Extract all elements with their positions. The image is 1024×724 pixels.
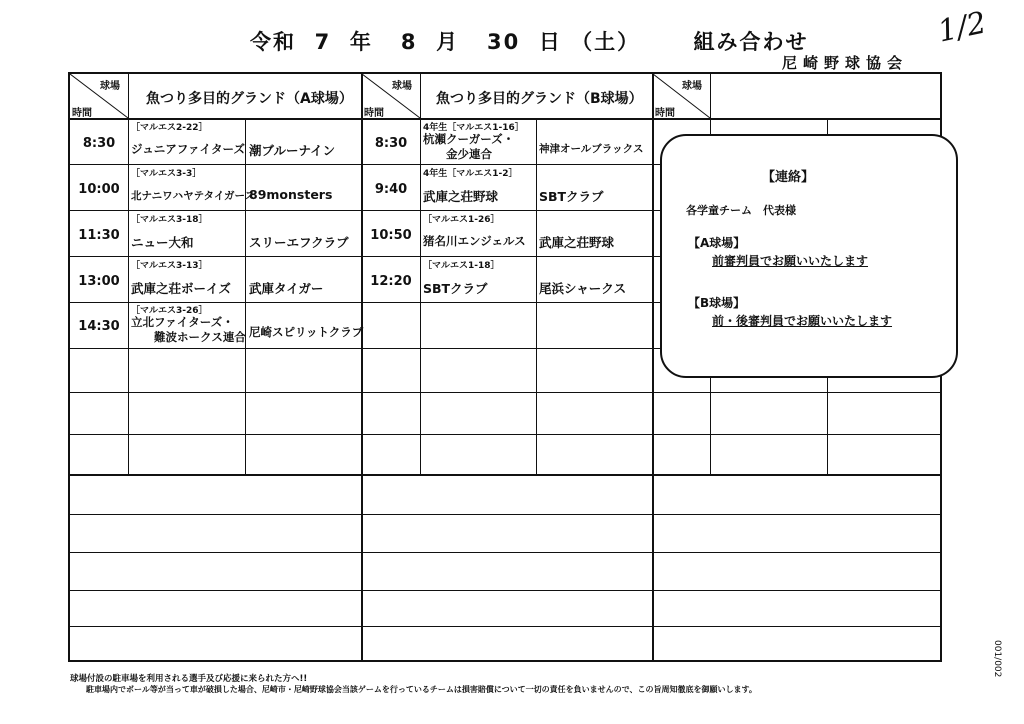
month-unit: 月 bbox=[436, 30, 460, 54]
document-title: 組み合わせ bbox=[693, 30, 809, 54]
game-division: ［マルエス3-13］ bbox=[131, 261, 208, 271]
game-division: ［マルエス1-26］ bbox=[423, 215, 500, 225]
game-time: 8:30 bbox=[82, 136, 116, 151]
away-team: 潮ブルーナイン bbox=[249, 143, 336, 158]
corner-field-label: 球場 bbox=[682, 81, 702, 92]
day: 30 bbox=[487, 30, 521, 54]
divider bbox=[420, 74, 421, 474]
game-division: 4年生［マルエス1-16］ bbox=[423, 123, 524, 133]
notice-heading: 【連絡】 bbox=[762, 170, 815, 185]
home-team: 武庫之荘ボーイズ bbox=[131, 281, 231, 296]
page-mark: 1/2 bbox=[934, 5, 990, 50]
corner-time-label: 時間 bbox=[655, 108, 675, 119]
footer-line-2: 駐車場内でボール等が当って車が破損した場合、尼崎市・尼崎野球協会当該ゲームを行っているチームは損害賠償について一切の責任を負いませんので、この旨周知徹底を御願いします。 bbox=[86, 685, 757, 694]
notice-box bbox=[660, 134, 958, 378]
away-team: 武庫之荘野球 bbox=[539, 235, 615, 250]
day-unit: 日 bbox=[538, 30, 562, 54]
home-team: ジュニアファイターズ bbox=[131, 142, 245, 156]
footer-line-1: 球場付設の駐車場を利用される選手及び応援に来られた方へ!! bbox=[70, 674, 308, 684]
away-team: 尼崎スピリットクラブ bbox=[249, 325, 364, 339]
era: 令和 bbox=[250, 30, 296, 54]
game-division: 4年生［マルエス1-2］ bbox=[423, 169, 518, 179]
game-division: ［マルエス2-22］ bbox=[131, 123, 208, 133]
home-team: SBTクラブ bbox=[423, 281, 488, 296]
away-team: 武庫タイガー bbox=[249, 281, 324, 296]
game-division: ［マルエス3-3］ bbox=[131, 169, 202, 179]
divider bbox=[70, 514, 942, 515]
corner-field-label: 球場 bbox=[392, 81, 412, 92]
year-unit: 年 bbox=[349, 30, 373, 54]
divider bbox=[536, 118, 537, 474]
home-team: 北ナニワハヤテタイガース bbox=[131, 190, 256, 202]
home-team-line2: 難波ホークス連合 bbox=[154, 330, 246, 344]
game-time: 11:30 bbox=[78, 228, 120, 243]
home-team: 猪名川エンジェルス bbox=[423, 234, 526, 248]
corner-field-label: 球場 bbox=[100, 81, 120, 92]
divider bbox=[128, 74, 129, 474]
game-division: ［マルエス3-18］ bbox=[131, 215, 208, 225]
divider bbox=[361, 74, 363, 662]
divider bbox=[652, 74, 654, 662]
away-team: スリーエフクラブ bbox=[249, 235, 349, 250]
game-time: 10:50 bbox=[370, 228, 412, 243]
divider bbox=[70, 474, 942, 476]
away-team: 尾浜シャークス bbox=[539, 281, 627, 296]
home-team: ニュー大和 bbox=[131, 235, 194, 250]
notice-field-a-label: 【A球場】 bbox=[688, 236, 746, 250]
home-team: 武庫之荘野球 bbox=[423, 189, 499, 204]
page-title bbox=[250, 26, 808, 56]
year: 7 bbox=[314, 30, 332, 54]
game-time: 9:40 bbox=[374, 182, 408, 197]
divider bbox=[70, 626, 942, 627]
divider bbox=[70, 590, 942, 591]
notice-greeting: 各学童チーム 代表様 bbox=[686, 204, 796, 217]
side-document-id: 001/002 bbox=[992, 640, 1002, 678]
month: 8 bbox=[400, 30, 418, 54]
home-team-line1: 立北ファイターズ・ bbox=[131, 315, 234, 329]
game-time: 13:00 bbox=[78, 274, 120, 289]
notice-field-b-label: 【B球場】 bbox=[688, 296, 746, 310]
corner-time-label: 時間 bbox=[72, 108, 92, 119]
game-division: ［マルエス3-26］ bbox=[131, 306, 208, 316]
game-division: ［マルエス1-18］ bbox=[423, 261, 500, 271]
away-team: 神津オールブラックス bbox=[539, 143, 644, 155]
corner-time-label: 時間 bbox=[364, 108, 384, 119]
away-team: SBTクラブ bbox=[539, 189, 604, 204]
game-time: 14:30 bbox=[78, 319, 120, 334]
field-a-name: 魚つり多目的グランド（A球場） bbox=[146, 91, 353, 107]
divider bbox=[245, 118, 246, 474]
home-team-line1: 杭瀬クーガーズ・ bbox=[423, 132, 515, 146]
game-time: 10:00 bbox=[78, 182, 120, 197]
notice-field-a-text: 前審判員でお願いいたします bbox=[712, 254, 869, 268]
divider bbox=[70, 552, 942, 553]
weekday: （土） bbox=[571, 30, 641, 54]
divider bbox=[70, 392, 942, 393]
divider bbox=[70, 434, 942, 435]
home-team-line2: 金少連合 bbox=[446, 147, 492, 161]
game-time: 8:30 bbox=[374, 136, 408, 151]
game-time: 12:20 bbox=[370, 274, 412, 289]
notice-field-b-text: 前・後審判員でお願いいたします bbox=[712, 314, 893, 328]
organizer: 尼崎野球協会 bbox=[782, 54, 909, 72]
field-b-name: 魚つり多目的グランド（B球場） bbox=[436, 91, 643, 107]
away-team: 89monsters bbox=[249, 187, 333, 202]
